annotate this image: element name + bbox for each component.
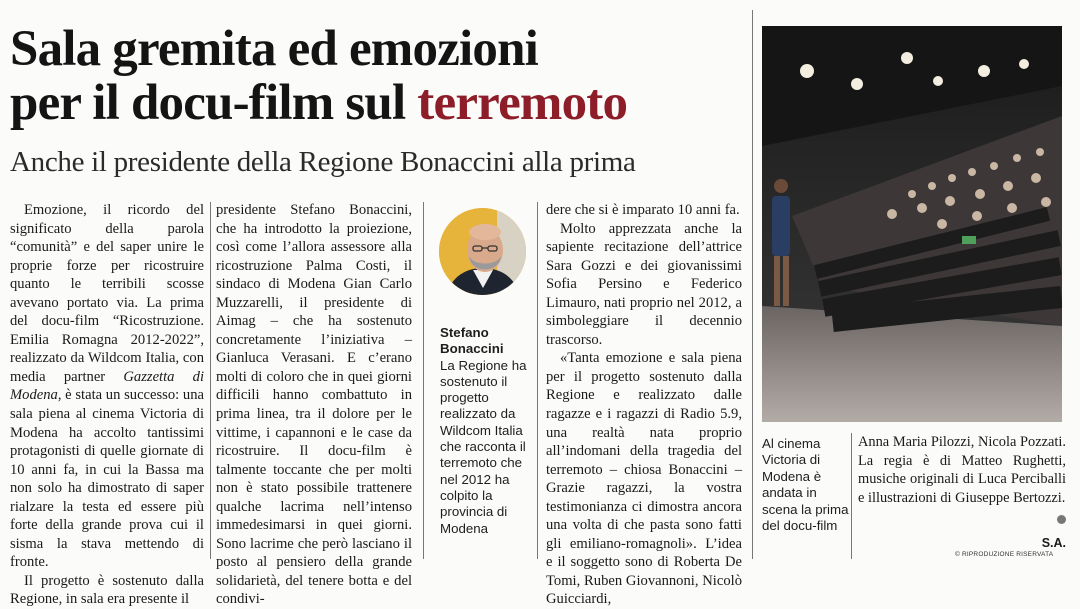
headline-highlight: terremoto: [417, 75, 628, 131]
portrait-image: [439, 208, 526, 295]
subheadline: Anche il presidente della Regione Bonaccini alla prima: [10, 146, 636, 178]
article-paragraph: dere che si è imparato 10 anni fa.: [546, 202, 740, 218]
article-column-2: [216, 201, 412, 609]
bonaccini-portrait: [439, 208, 526, 295]
article-paragraph: Molto apprezzata anche la sapiente recitazione dell’attrice Sara Gozzi e dei giovanissimi Sofia Persino e Federico Limauro, nati proprio nel 2012, a simboleggiare il decennio trascorso.: [546, 220, 742, 348]
photo-caption: Al cinema Victoria di Modena è andata in scena la prima del docu-film: [762, 436, 849, 534]
author-signature: [858, 515, 1066, 552]
column-rule: [752, 10, 753, 559]
article-column-5: [858, 433, 1066, 552]
sidebar-box: [440, 325, 534, 537]
column-rule: [423, 202, 424, 559]
newspaper-name: Gazzetta di Modena: [10, 368, 204, 404]
column-rule: [537, 202, 538, 559]
paragraph-text: , è stata un successo: una sala piena al cinema Victoria di Modena ha accolto tantissimi protagonisti di quelle giornate di 10 anni fa, in cui la Bassa ma non solo ha dimostrato di saper rialzare la testa ed essere più forte della grande prova cui il sisma la stava mettendo di fronte.: [10, 387, 204, 571]
cinema-hall-image: [762, 26, 1062, 422]
sidebar-text: La Regione ha sostenuto il progetto realizzato da Wildcom Italia che racconta il terremoto che nel 2012 ha colpito la provincia di Modena: [440, 357, 527, 536]
paragraph-text: Emozione, il ricordo del significato della parola “comunità” e del saper unire le proprie forze per ricostruire quanto le terribili scosse avevano portato via. La prima del docu-film “Ricostruzione. Emilia Romagna 2012-2022”, realizzato da Wildcom Italia, con media partner: [10, 202, 204, 385]
column-rule: [210, 202, 211, 559]
article-paragraph: Il progetto è sostenuto dalla Regione, in sala era presente il: [10, 572, 204, 608]
headline-line1: Sala gremita ed emozioni: [10, 21, 539, 77]
article-paragraph: Anna Maria Pilozzi, Nicola Pozzati. La regia è di Matteo Rughetti, musiche originali di Luca Perciballi e illustrazioni di Giuseppe Bertozzi.: [858, 434, 1066, 506]
signature-text: S.A.: [1041, 535, 1066, 550]
cinema-photo: [762, 26, 1062, 422]
article-paragraph: presidente Stefano Bonaccini, che ha introdotto la proiezione, così come l’allora assessore alla ricostruzione Palma Costi, il sindaco di Modena Gian Carlo Muzzarelli, il presidente di Aimag – che ha sostenuto concretamente l’iniziativa – Gianluca Verasani. E c’erano molti di coloro che in quei giorni difficili hanno combattuto in prima linea, tra il dolore per le vittime, i capannoni e le case da ricostruire. Il docu-film è talmente toccante che per molti non è stato possibile trattenere qualche lacrima nell’intenso immedesimarsi in quei giorni. Sono lacrime che però lasciano il posto al pensiero della grande solidarietà, del tenere botta e del condivi-: [216, 202, 412, 608]
sidebar-name: Stefano Bonaccini: [440, 325, 504, 357]
headline-line2: per il docu-film sul: [10, 75, 406, 131]
article-column-1: [10, 201, 204, 609]
article-column-4: [546, 201, 742, 609]
article-paragraph: [10, 201, 204, 572]
copyright-notice: © RIPRODUZIONE RISERVATA: [955, 551, 1054, 558]
end-dot-icon: [1057, 515, 1066, 524]
article-paragraph: «Tanta emozione e sala piena per il progetto sostenuto dalla Regione e realizzato dalle ragazze e i ragazzi di Radio 5.9, una realtà nata proprio all’indomani della tragedia del terremoto – chiosa Bonaccini – Grazie ragazzi, la vostra testimonianza ci dimostra ancora una volta di che pasta sono fatti gli emiliano-romagnoli». L’idea e il soggetto sono di Roberta De Tomi, Ruben Giovannoni, Nicolò Guicciardi,: [546, 350, 742, 608]
headline: [10, 22, 750, 130]
